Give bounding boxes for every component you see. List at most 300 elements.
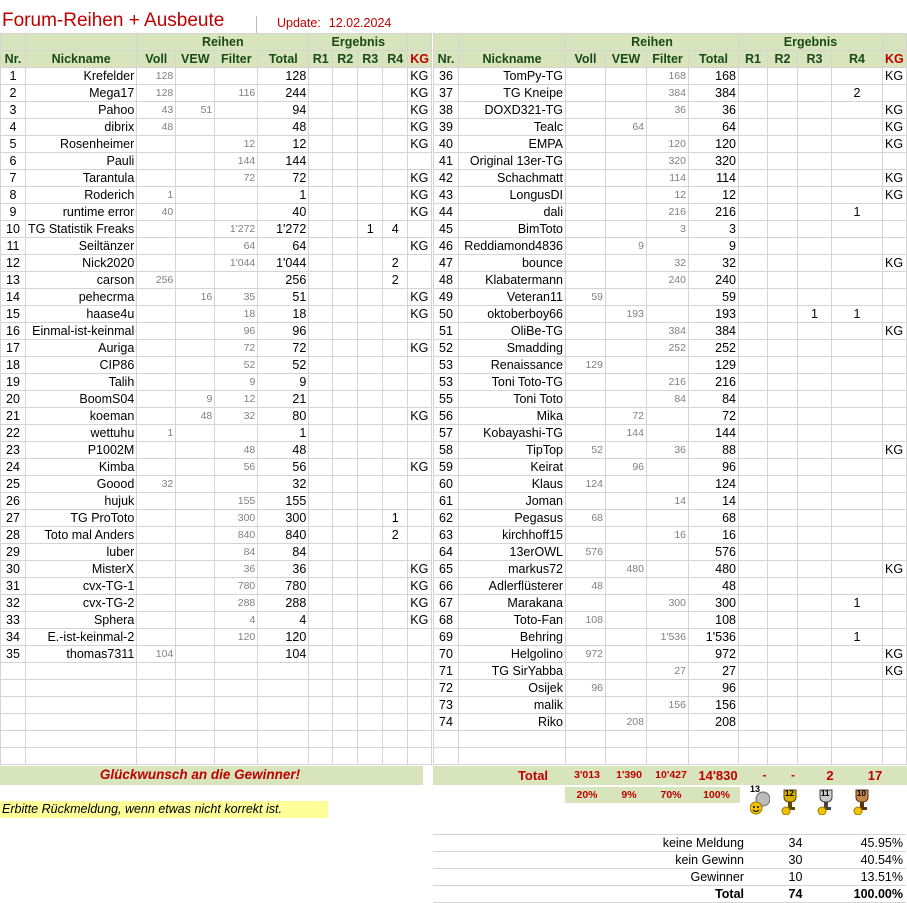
row-filter: 64 <box>215 238 258 255</box>
row-r2 <box>768 153 798 170</box>
row-filter: 96 <box>215 323 258 340</box>
empty-cell <box>739 748 768 765</box>
row-r3 <box>798 629 832 646</box>
row-r4 <box>383 102 408 119</box>
empty-cell <box>309 680 333 697</box>
row-voll <box>566 306 606 323</box>
summary-percent: 13.51% <box>844 869 906 886</box>
row-vew <box>176 119 215 136</box>
row-nr: 12 <box>1 255 26 272</box>
row-kg: KG <box>408 238 432 255</box>
empty-cell <box>408 663 432 680</box>
row-vew: 96 <box>606 459 647 476</box>
row-r4 <box>383 493 408 510</box>
empty-cell <box>1 697 26 714</box>
row-nickname: TG Kneipe <box>459 85 566 102</box>
row-total: 64 <box>258 238 309 255</box>
row-filter: 56 <box>215 459 258 476</box>
row-r3 <box>358 391 383 408</box>
row-nr: 6 <box>1 153 26 170</box>
empty-cell <box>258 697 309 714</box>
row-r1 <box>739 629 768 646</box>
row-r2 <box>333 374 358 391</box>
table-row <box>1 544 432 561</box>
row-r1 <box>739 85 768 102</box>
row-nickname: 13erOWL <box>459 544 566 561</box>
table-row <box>1 340 432 357</box>
summary-count: 10 <box>747 869 844 886</box>
header-group-reihen: Reihen <box>566 34 739 51</box>
row-filter <box>647 612 689 629</box>
row-r2 <box>768 493 798 510</box>
header-filter: Filter <box>215 51 258 68</box>
row-kg <box>883 680 907 697</box>
row-vew <box>606 323 647 340</box>
row-voll: 52 <box>566 442 606 459</box>
row-nickname: Klabatermann <box>459 272 566 289</box>
row-nickname: TomPy-TG <box>459 68 566 85</box>
empty-cell <box>215 697 258 714</box>
row-total: 576 <box>689 544 739 561</box>
row-r3 <box>358 595 383 612</box>
row-voll <box>566 629 606 646</box>
row-vew <box>606 391 647 408</box>
total-filter: 10'427 <box>655 769 687 781</box>
total-total: 14'830 <box>698 768 738 783</box>
row-voll <box>566 493 606 510</box>
row-nickname: Mega17 <box>26 85 137 102</box>
row-r4 <box>832 527 883 544</box>
row-kg <box>883 425 907 442</box>
row-filter: 12 <box>215 391 258 408</box>
row-vew <box>176 527 215 544</box>
row-filter <box>647 238 689 255</box>
row-nickname: kirchhoff15 <box>459 527 566 544</box>
table-row <box>1 595 432 612</box>
row-nr: 39 <box>434 119 459 136</box>
row-r3 <box>358 476 383 493</box>
row-r3 <box>798 272 832 289</box>
empty-cell <box>383 748 408 765</box>
row-filter: 14 <box>647 493 689 510</box>
row-r2 <box>768 714 798 731</box>
row-nr: 66 <box>434 578 459 595</box>
header-r4: R4 <box>383 51 408 68</box>
row-nickname: Einmal-ist-keinmal <box>26 323 137 340</box>
row-r4 <box>832 714 883 731</box>
row-nickname: cvx-TG-1 <box>26 578 137 595</box>
row-r4 <box>832 119 883 136</box>
table-row <box>434 544 907 561</box>
row-nr: 20 <box>1 391 26 408</box>
row-vew <box>606 646 647 663</box>
row-total: 3 <box>689 221 739 238</box>
pct-total: 100% <box>703 789 730 801</box>
row-r3 <box>358 357 383 374</box>
empty-cell <box>647 748 689 765</box>
row-r4 <box>832 136 883 153</box>
row-vew <box>606 544 647 561</box>
summary-percent: 45.95% <box>844 835 906 852</box>
row-voll <box>137 289 176 306</box>
empty-cell <box>689 731 739 748</box>
row-nickname: Seiltänzer <box>26 238 137 255</box>
row-nr: 58 <box>434 442 459 459</box>
row-r3 <box>798 510 832 527</box>
row-r3 <box>358 340 383 357</box>
row-r1 <box>309 442 333 459</box>
row-total: 240 <box>689 272 739 289</box>
total-vew: 1'390 <box>616 769 642 781</box>
row-nickname: Pauli <box>26 153 137 170</box>
empty-cell <box>883 731 907 748</box>
row-nr: 69 <box>434 629 459 646</box>
row-total: 14 <box>689 493 739 510</box>
row-total: 144 <box>258 153 309 170</box>
row-nickname: Toni Toto <box>459 391 566 408</box>
row-r2 <box>768 272 798 289</box>
header-blank <box>434 34 459 51</box>
row-r2 <box>333 221 358 238</box>
row-total: 51 <box>258 289 309 306</box>
row-filter <box>647 357 689 374</box>
row-voll: 128 <box>137 85 176 102</box>
row-total: 144 <box>689 425 739 442</box>
empty-cell <box>408 748 432 765</box>
empty-cell <box>408 697 432 714</box>
row-filter: 27 <box>647 663 689 680</box>
table-row <box>1 442 432 459</box>
row-r3 <box>358 119 383 136</box>
row-filter: 116 <box>215 85 258 102</box>
row-r3 <box>798 544 832 561</box>
row-voll: 59 <box>566 289 606 306</box>
row-total: 12 <box>258 136 309 153</box>
row-filter <box>647 544 689 561</box>
row-filter: 32 <box>647 255 689 272</box>
row-r1 <box>739 306 768 323</box>
row-nickname: Osijek <box>459 680 566 697</box>
row-r3 <box>798 646 832 663</box>
row-kg <box>883 459 907 476</box>
row-r3 <box>358 425 383 442</box>
row-vew <box>606 187 647 204</box>
row-r2 <box>333 85 358 102</box>
row-voll <box>566 204 606 221</box>
thirteen-medal-icon: 13 <box>750 787 770 815</box>
row-r1 <box>309 493 333 510</box>
row-total: 96 <box>258 323 309 340</box>
empty-row <box>1 697 432 714</box>
row-kg: KG <box>883 561 907 578</box>
row-voll <box>137 629 176 646</box>
row-r4 <box>832 663 883 680</box>
row-r3 <box>358 68 383 85</box>
table-row <box>1 221 432 238</box>
row-total: 48 <box>258 442 309 459</box>
empty-cell <box>176 680 215 697</box>
row-r4: 2 <box>832 85 883 102</box>
row-nickname: Kobayashi-TG <box>459 425 566 442</box>
row-r2 <box>768 323 798 340</box>
row-nickname: Pegasus <box>459 510 566 527</box>
row-nr: 2 <box>1 85 26 102</box>
row-r3 <box>798 119 832 136</box>
row-total: 300 <box>689 595 739 612</box>
row-r4: 4 <box>383 221 408 238</box>
row-total: 4 <box>258 612 309 629</box>
row-nickname: Helgolino <box>459 646 566 663</box>
table-row <box>434 221 907 238</box>
row-r1 <box>739 493 768 510</box>
table-row <box>1 187 432 204</box>
row-r1 <box>739 408 768 425</box>
empty-cell <box>647 731 689 748</box>
row-r1 <box>309 136 333 153</box>
row-r1 <box>309 102 333 119</box>
row-nickname: BoomS04 <box>26 391 137 408</box>
row-voll: 124 <box>566 476 606 493</box>
row-r4 <box>383 595 408 612</box>
row-r3 <box>798 323 832 340</box>
row-nr: 44 <box>434 204 459 221</box>
row-voll <box>566 136 606 153</box>
row-r1 <box>739 544 768 561</box>
row-r3 <box>798 663 832 680</box>
row-nr: 40 <box>434 136 459 153</box>
table-row <box>434 391 907 408</box>
row-r2 <box>333 476 358 493</box>
row-kg <box>883 238 907 255</box>
row-filter <box>215 119 258 136</box>
row-kg: KG <box>408 102 432 119</box>
row-nickname: Mika <box>459 408 566 425</box>
row-vew <box>176 442 215 459</box>
empty-cell <box>689 748 739 765</box>
summary-label: kein Gewinn <box>433 852 747 869</box>
table-row <box>434 102 907 119</box>
row-nickname: OliBe-TG <box>459 323 566 340</box>
winner-medals <box>748 784 888 817</box>
row-r3 <box>358 374 383 391</box>
row-r3 <box>358 306 383 323</box>
header-blank <box>1 34 26 51</box>
row-total: 16 <box>689 527 739 544</box>
empty-row <box>1 663 432 680</box>
table-row <box>1 170 432 187</box>
header-blank <box>883 34 907 51</box>
row-vew <box>606 85 647 102</box>
empty-cell <box>137 731 176 748</box>
row-vew <box>606 170 647 187</box>
row-r2 <box>333 306 358 323</box>
row-r1 <box>309 374 333 391</box>
row-filter: 840 <box>215 527 258 544</box>
row-voll <box>566 323 606 340</box>
row-filter <box>647 476 689 493</box>
row-voll: 96 <box>566 680 606 697</box>
row-r1 <box>739 680 768 697</box>
row-r3 <box>358 493 383 510</box>
table-row <box>434 306 907 323</box>
row-total: 120 <box>258 629 309 646</box>
row-filter <box>215 204 258 221</box>
row-vew <box>606 153 647 170</box>
row-r3 <box>358 510 383 527</box>
table-row <box>1 136 432 153</box>
row-nr: 3 <box>1 102 26 119</box>
row-kg: KG <box>408 68 432 85</box>
row-r2 <box>768 612 798 629</box>
row-r1 <box>739 119 768 136</box>
row-r4 <box>383 476 408 493</box>
empty-cell <box>26 680 137 697</box>
row-r3 <box>798 187 832 204</box>
row-filter <box>215 425 258 442</box>
row-r2 <box>333 323 358 340</box>
row-vew <box>176 221 215 238</box>
row-total: 216 <box>689 204 739 221</box>
row-r3 <box>798 85 832 102</box>
row-nr: 38 <box>434 102 459 119</box>
row-voll <box>137 459 176 476</box>
row-r4 <box>832 578 883 595</box>
row-r1 <box>739 289 768 306</box>
row-total: 64 <box>689 119 739 136</box>
row-voll <box>137 612 176 629</box>
row-voll <box>566 527 606 544</box>
row-filter: 384 <box>647 323 689 340</box>
row-r1 <box>309 578 333 595</box>
row-vew <box>606 204 647 221</box>
row-kg: KG <box>408 612 432 629</box>
row-r4 <box>832 646 883 663</box>
row-r4 <box>383 374 408 391</box>
row-vew <box>606 663 647 680</box>
row-r4 <box>383 153 408 170</box>
row-r1 <box>739 204 768 221</box>
row-r3 <box>798 136 832 153</box>
row-r4 <box>832 340 883 357</box>
row-filter <box>647 680 689 697</box>
row-nickname: LongusDI <box>459 187 566 204</box>
table-row <box>1 119 432 136</box>
row-kg: KG <box>883 442 907 459</box>
row-voll <box>137 408 176 425</box>
table-row <box>434 595 907 612</box>
row-nickname: E.-ist-keinmal-2 <box>26 629 137 646</box>
row-r4 <box>832 357 883 374</box>
row-nr: 13 <box>1 272 26 289</box>
percent-row <box>565 787 740 803</box>
row-nr: 37 <box>434 85 459 102</box>
empty-cell <box>258 663 309 680</box>
row-r4 <box>383 459 408 476</box>
eleven-medal-icon: 11 <box>816 787 836 815</box>
row-vew: 48 <box>176 408 215 425</box>
row-r1 <box>309 289 333 306</box>
row-filter <box>647 459 689 476</box>
row-r2 <box>768 476 798 493</box>
row-vew <box>606 221 647 238</box>
row-total: 48 <box>258 119 309 136</box>
row-r3 <box>358 85 383 102</box>
empty-cell <box>309 748 333 765</box>
row-r3 <box>358 204 383 221</box>
row-kg <box>408 646 432 663</box>
empty-cell <box>333 714 358 731</box>
header-r1: R1 <box>309 51 333 68</box>
table-row <box>434 153 907 170</box>
row-kg <box>883 408 907 425</box>
row-r4 <box>832 561 883 578</box>
row-kg: KG <box>408 306 432 323</box>
row-r4 <box>832 544 883 561</box>
empty-cell <box>358 748 383 765</box>
row-r1 <box>739 425 768 442</box>
table-row <box>1 510 432 527</box>
row-filter: 1'044 <box>215 255 258 272</box>
table-row <box>434 459 907 476</box>
row-voll <box>566 425 606 442</box>
row-voll <box>137 595 176 612</box>
row-nr: 73 <box>434 697 459 714</box>
row-kg: KG <box>883 170 907 187</box>
row-r1 <box>309 85 333 102</box>
table-row <box>1 238 432 255</box>
row-vew <box>606 612 647 629</box>
row-total: 56 <box>258 459 309 476</box>
row-kg: KG <box>408 561 432 578</box>
header-voll: Voll <box>566 51 606 68</box>
row-nickname: carson <box>26 272 137 289</box>
row-r1 <box>739 442 768 459</box>
row-r1 <box>739 612 768 629</box>
row-vew <box>176 323 215 340</box>
row-nr: 48 <box>434 272 459 289</box>
row-vew <box>606 136 647 153</box>
row-total: 72 <box>258 340 309 357</box>
table-row <box>1 425 432 442</box>
table-row <box>434 493 907 510</box>
empty-cell <box>383 714 408 731</box>
empty-cell <box>258 731 309 748</box>
row-r4 <box>383 442 408 459</box>
row-r1 <box>739 136 768 153</box>
row-kg <box>408 255 432 272</box>
row-total: 88 <box>689 442 739 459</box>
table-row <box>1 255 432 272</box>
empty-cell <box>258 680 309 697</box>
row-r1 <box>309 510 333 527</box>
row-total: 84 <box>689 391 739 408</box>
row-nr: 52 <box>434 340 459 357</box>
row-total: 1 <box>258 425 309 442</box>
row-nickname: Kimba <box>26 459 137 476</box>
row-total: 59 <box>689 289 739 306</box>
table-row <box>434 68 907 85</box>
table-row <box>434 204 907 221</box>
row-total: 94 <box>258 102 309 119</box>
row-nr: 68 <box>434 612 459 629</box>
row-nickname: BimToto <box>459 221 566 238</box>
row-total: 480 <box>689 561 739 578</box>
empty-cell <box>1 748 26 765</box>
row-filter: 300 <box>647 595 689 612</box>
row-nr: 71 <box>434 663 459 680</box>
row-r2 <box>333 561 358 578</box>
congrats-bar <box>0 766 423 785</box>
